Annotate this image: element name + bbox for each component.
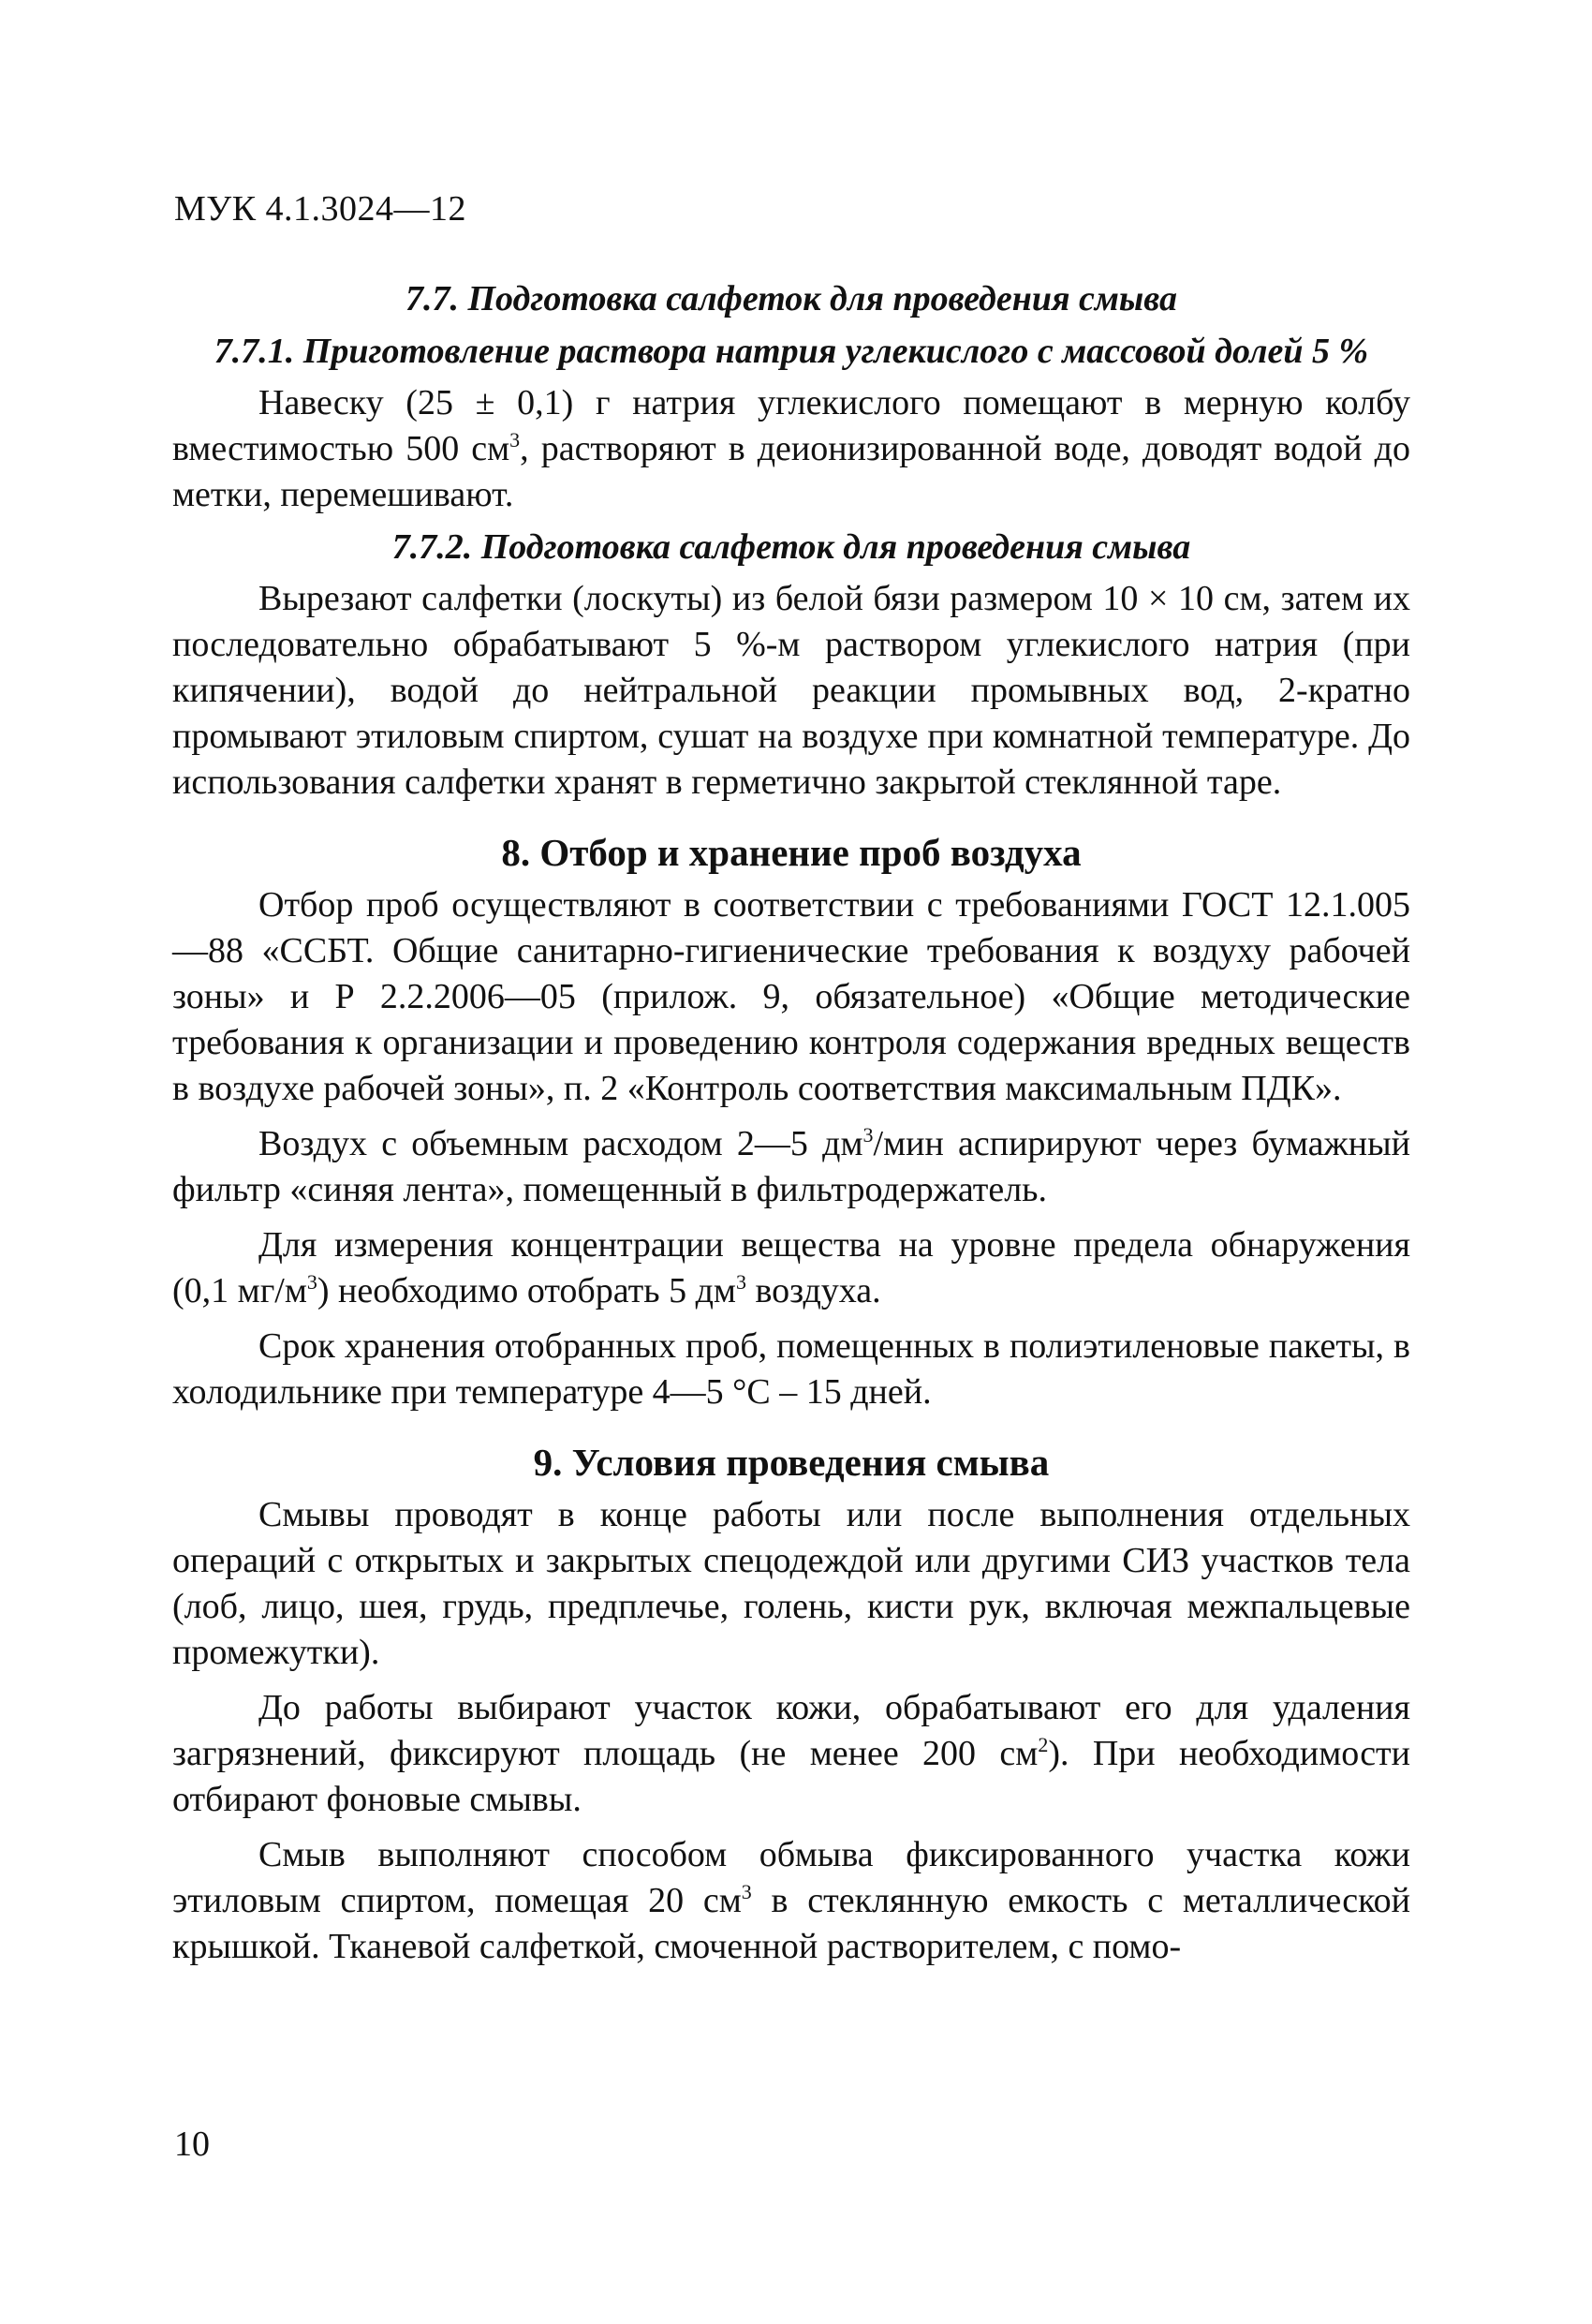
section-8-paragraph-4: Срок хранения отобранных проб, помещенных в полиэтиленовые пакеты, в холодильнике при температуре 4—5 °С – 15 дней.	[172, 1326, 1410, 1412]
section-8-title: 8. Отбор и хранение проб воздуха	[501, 831, 1082, 874]
section-9-paragraph-1: Смывы проводят в конце работы или после выполнения отдельных операций с открытых и закрытых спецодеждой или другими СИЗ участков тела (лоб, лицо, шея, грудь, предплечье, голень, кисти рук, включая межпальцевые промежутки).	[172, 1495, 1410, 1672]
section-7-7-title: 7.7. Подготовка салфеток для проведения смыва	[405, 279, 1178, 318]
section-9-paragraph-2: До работы выбирают участок кожи, обрабатывают его для удаления загрязнений, фиксируют площадь (не менее 200 $см^2$). При необходимости отбирают фоновые смывы.	[172, 1688, 1410, 1819]
document-code-header: МУК 4.1.3024—12	[174, 189, 467, 229]
subsection-7-7-2-paragraph: Вырезают салфетки (лоскуты) из белой бязи размером 10 × 10 см, затем их последовательно обрабатывают 5 %-м раствором углекислого натрия (при кипячении), водой до нейтральной реакции промывных вод, 2-кратно промывают этиловым спиртом, сушат на воздухе при комнатной температуре. До использования салфетки хранят в герметично закрытой стеклянной таре.	[172, 579, 1410, 802]
page-number: 10	[174, 2124, 210, 2164]
section-8-paragraph-2: Воздух с объемным расходом 2—5 $дм^3$/мин аспирируют через бумажный фильтр «синяя лента», помещенный в фильтродержатель.	[172, 1123, 1410, 1209]
page-content	[172, 275, 1410, 1970]
subsection-7-7-1-title: 7.7.1. Приготовление раствора натрия углекислого с массовой долей 5 %	[214, 332, 1369, 371]
section-8-paragraph-1: Отбор проб осуществляют в соответствии с требованиями ГОСТ 12.1.005—88 «ССБТ. Общие санитарно-гигиенические требования к воздуху рабочей зоны» и Р 2.2.2006—05 (прилож. 9, обязательное) «Общие методические требования к организации и проведению контроля содержания вредных веществ в воздухе рабочей зоны», п. 2 «Контроль соответствия максимальным ПДК».	[172, 885, 1410, 1108]
subsection-7-7-1-paragraph: Навеску (25 ± 0,1) г натрия углекислого помещают в мерную колбу вместимостью 500 $см^3$, растворяют в деионизированной воде, доводят водой до метки, перемешивают.	[172, 383, 1410, 514]
section-9-paragraph-3: Смыв выполняют способом обмыва фиксированного участка кожи этиловым спиртом, помещая 20 $см^3$ в стеклянную емкость с металлической крышкой. Тканевой салфеткой, смоченной растворителем, с помо-	[172, 1835, 1410, 1966]
subsection-7-7-2-title: 7.7.2. Подготовка салфеток для проведения смыва	[391, 527, 1191, 567]
section-9-title: 9. Условия проведения смыва	[533, 1441, 1050, 1484]
section-8-paragraph-3: Для измерения концентрации вещества на уровне предела обнаружения (0,1 $мг/м^3$) необходимо отобрать 5 $дм^3$ воздуха.	[172, 1225, 1410, 1310]
